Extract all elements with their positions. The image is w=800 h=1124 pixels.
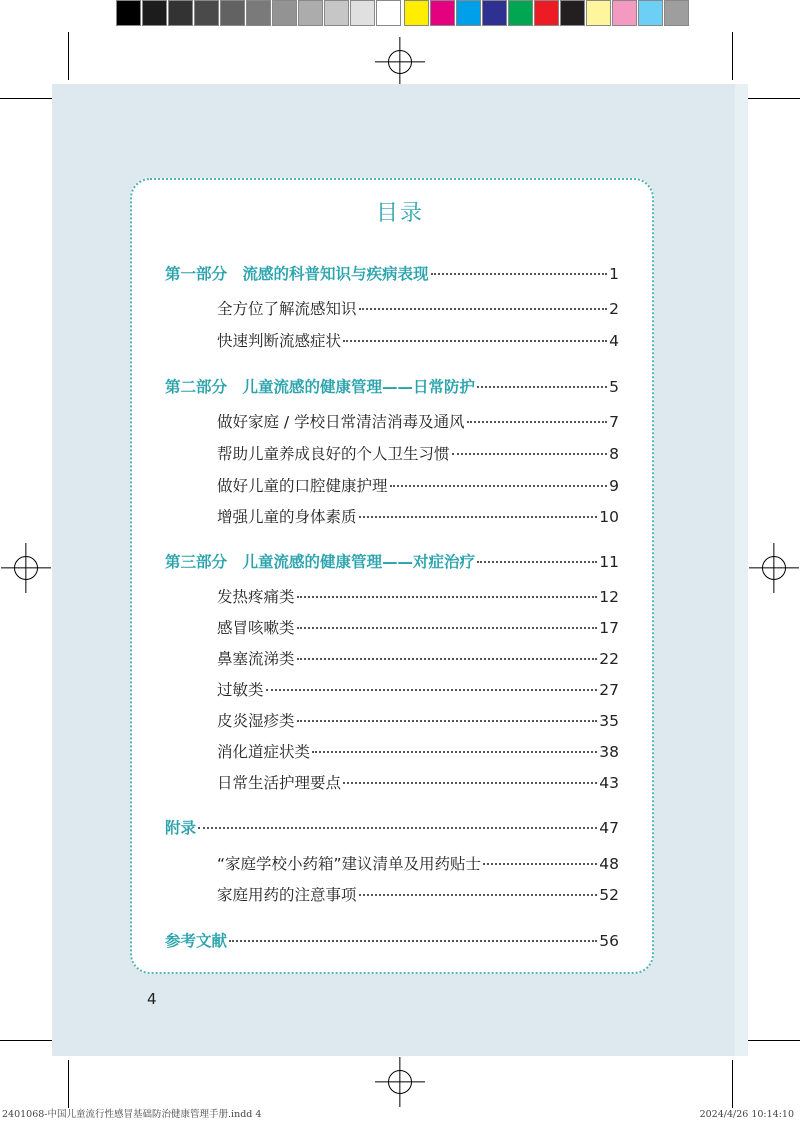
toc-entry-page-number: 1 [609, 265, 619, 283]
color-swatch [142, 0, 167, 26]
crop-mark [0, 98, 52, 99]
color-swatch [376, 0, 401, 26]
color-swatch [664, 0, 689, 26]
toc-section-entry[interactable] [165, 262, 619, 284]
color-swatch [482, 0, 507, 26]
gray-color-bar [116, 0, 402, 26]
dot-leader [477, 561, 597, 563]
dot-leader [359, 516, 598, 518]
dot-leader [297, 658, 598, 660]
color-swatch [194, 0, 219, 26]
toc-entry-page-number: 4 [609, 332, 619, 350]
toc-entry-label: 参考文献 [165, 932, 228, 950]
dot-leader [431, 273, 608, 275]
color-swatch [246, 0, 271, 26]
toc-entry[interactable] [217, 740, 619, 762]
toc-entry-label: 消化道症状类 [217, 743, 311, 761]
toc-entry-label: 全方位了解流感知识 [217, 300, 357, 318]
toc-entry-page-number: 2 [609, 300, 619, 318]
toc-section-entry[interactable] [165, 550, 619, 572]
dot-leader [467, 421, 608, 423]
dot-leader [266, 689, 598, 691]
color-swatch [456, 0, 481, 26]
registration-mark [762, 556, 786, 580]
page-number: 4 [147, 990, 157, 1008]
color-swatch [404, 0, 429, 26]
toc-entry-page-number: 7 [609, 413, 619, 431]
toc-entry-page-number: 43 [599, 774, 619, 792]
registration-mark [388, 1070, 412, 1094]
color-swatch [324, 0, 349, 26]
toc-entry-label: 第二部分 儿童流感的健康管理——日常防护 [165, 378, 476, 396]
toc-entry[interactable] [217, 771, 619, 793]
bleed-strip [735, 84, 748, 1056]
dot-leader [477, 386, 607, 388]
toc-entry-label: 发热疼痛类 [217, 588, 295, 606]
color-swatch [560, 0, 585, 26]
registration-mark [14, 556, 38, 580]
toc-entry[interactable] [217, 329, 619, 351]
toc-entry-page-number: 27 [599, 681, 619, 699]
toc-entry-label: 第三部分 儿童流感的健康管理——对症治疗 [165, 553, 476, 571]
toc-entry-label: 帮助儿童养成良好的个人卫生习惯 [217, 445, 450, 463]
dot-leader [312, 751, 597, 753]
toc-entry[interactable] [217, 297, 619, 319]
color-swatch [508, 0, 533, 26]
dot-leader [359, 308, 608, 310]
toc-entry[interactable] [217, 410, 619, 432]
toc-entry-label: 鼻塞流涕类 [217, 650, 295, 668]
toc-section-entry[interactable] [165, 929, 619, 951]
crop-mark [68, 1060, 69, 1108]
toc-entry-label: 做好家庭 / 学校日常清洁消毒及通风 [217, 413, 465, 431]
crop-mark [732, 1060, 733, 1108]
crop-mark [68, 32, 69, 80]
toc-entry-page-number: 47 [599, 819, 619, 837]
toc-entry-label: 做好儿童的口腔健康护理 [217, 477, 388, 495]
toc-entry-label: 皮炎湿疹类 [217, 712, 295, 730]
color-swatch [116, 0, 141, 26]
toc-entry-page-number: 9 [609, 477, 619, 495]
dot-leader [229, 940, 597, 942]
registration-mark [388, 50, 412, 74]
toc-entry-label: 家庭用药的注意事项 [217, 886, 357, 904]
toc-entry[interactable] [217, 883, 619, 905]
toc-entry-page-number: 17 [599, 619, 619, 637]
dot-leader [343, 782, 597, 784]
dot-leader [198, 827, 597, 829]
toc-entry-page-number: 5 [609, 378, 619, 396]
toc-entry-page-number: 38 [599, 743, 619, 761]
toc-entry-label: 增强儿童的身体素质 [217, 508, 357, 526]
toc-entry-page-number: 52 [599, 886, 619, 904]
toc-entry-page-number: 11 [599, 553, 619, 571]
dot-leader [297, 596, 598, 598]
toc-entry-label: 快速判断流感症状 [217, 332, 342, 350]
toc-section-entry[interactable] [165, 816, 619, 838]
crop-mark [748, 1040, 800, 1041]
toc-entry-page-number: 48 [599, 855, 619, 873]
dot-leader [452, 453, 608, 455]
toc-entry[interactable] [217, 616, 619, 638]
process-color-bar [404, 0, 690, 26]
color-swatch [298, 0, 323, 26]
crop-mark [732, 32, 733, 80]
footer-timestamp: 2024/4/26 10:14:10 [699, 1109, 794, 1120]
toc-entry-label: 过敏类 [217, 681, 264, 699]
toc-title: 目录 [375, 201, 424, 226]
toc-entry[interactable] [217, 505, 619, 527]
crop-mark [748, 98, 800, 99]
color-swatch [430, 0, 455, 26]
toc-entry-label: 日常生活护理要点 [217, 774, 342, 792]
toc-entry[interactable] [217, 852, 619, 874]
crop-mark [0, 1040, 52, 1041]
toc-entry[interactable] [217, 474, 619, 496]
toc-entry-label: 附录 [165, 819, 197, 837]
dot-leader [343, 340, 607, 342]
color-swatch [272, 0, 297, 26]
toc-entry-page-number: 56 [599, 932, 619, 950]
color-swatch [612, 0, 637, 26]
color-swatch [638, 0, 663, 26]
toc-entry[interactable] [217, 678, 619, 700]
toc-entry-label: “家庭学校小药箱”建议清单及用药贴士 [217, 855, 482, 873]
toc-entry[interactable] [217, 442, 619, 464]
toc-entry-page-number: 8 [609, 445, 619, 463]
toc-entry-page-number: 10 [599, 508, 619, 526]
dot-leader [297, 720, 598, 722]
dot-leader [390, 485, 608, 487]
toc-entry-page-number: 12 [599, 588, 619, 606]
toc-entry-label: 感冒咳嗽类 [217, 619, 295, 637]
toc-entry-page-number: 35 [599, 712, 619, 730]
toc-entry-page-number: 22 [599, 650, 619, 668]
toc-entry[interactable] [217, 585, 619, 607]
color-swatch [350, 0, 375, 26]
toc-entry-label: 第一部分 流感的科普知识与疾病表现 [165, 265, 429, 283]
color-swatch [220, 0, 245, 26]
toc-entry[interactable] [217, 647, 619, 669]
dot-leader [483, 863, 597, 865]
color-swatch [586, 0, 611, 26]
dot-leader [297, 627, 598, 629]
toc-section-entry[interactable] [165, 375, 619, 397]
footer-filename: 2401068-中国儿童流行性感冒基础防治健康管理手册.indd 4 [2, 1109, 262, 1120]
toc-entry[interactable] [217, 709, 619, 731]
color-swatch [168, 0, 193, 26]
color-swatch [534, 0, 559, 26]
dot-leader [359, 894, 598, 896]
